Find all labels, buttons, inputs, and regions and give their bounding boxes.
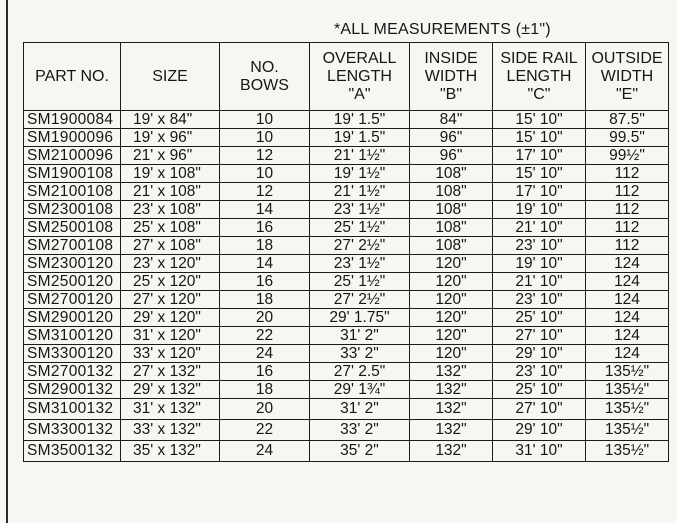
table-row	[24, 309, 669, 327]
table-row	[24, 147, 669, 165]
part-no-cell: SM2500108	[24, 219, 121, 237]
size-cell: 19' x 84"	[121, 111, 220, 129]
table-row	[24, 219, 669, 237]
part-no-cell: SM2300108	[24, 201, 121, 219]
side-rail-length-cell: 17' 10"	[493, 147, 586, 165]
inside-width-cell: 132"	[410, 363, 493, 381]
table-row	[24, 363, 669, 381]
table-row	[24, 255, 669, 273]
overall-length-cell: 27' 2½"	[310, 291, 410, 309]
overall-length-cell: 19' 1½"	[310, 165, 410, 183]
side-rail-length-cell: 15' 10"	[493, 165, 586, 183]
outside-width-cell: 135½"	[586, 420, 669, 441]
bows-cell: 20	[220, 399, 310, 420]
part-no-cell: SM1900108	[24, 165, 121, 183]
overall-length-cell: 19' 1.5"	[310, 129, 410, 147]
header-inside-width: INSIDE WIDTH "B"	[410, 43, 493, 111]
overall-length-cell: 27' 2.5"	[310, 363, 410, 381]
table-row	[24, 441, 669, 462]
size-cell: 31' x 120"	[121, 327, 220, 345]
part-no-cell: SM3300120	[24, 345, 121, 363]
inside-width-cell: 132"	[410, 381, 493, 399]
size-cell: 21' x 108"	[121, 183, 220, 201]
overall-length-cell: 31' 2"	[310, 399, 410, 420]
table-row	[24, 291, 669, 309]
size-cell: 21' x 96"	[121, 147, 220, 165]
table-row	[24, 237, 669, 255]
inside-width-cell: 132"	[410, 420, 493, 441]
part-no-cell: SM3100132	[24, 399, 121, 420]
outside-width-cell: 124	[586, 291, 669, 309]
outside-width-cell: 135½"	[586, 399, 669, 420]
size-cell: 23' x 120"	[121, 255, 220, 273]
overall-length-cell: 29' 1¾"	[310, 381, 410, 399]
inside-width-cell: 84"	[410, 111, 493, 129]
inside-width-cell: 132"	[410, 441, 493, 462]
inside-width-cell: 120"	[410, 273, 493, 291]
table-row	[24, 183, 669, 201]
bows-cell: 18	[220, 291, 310, 309]
side-rail-length-cell: 21' 10"	[493, 273, 586, 291]
header-outside-width: OUTSIDE WIDTH "E"	[586, 43, 669, 111]
inside-width-cell: 132"	[410, 399, 493, 420]
table-row	[24, 345, 669, 363]
side-rail-length-cell: 19' 10"	[493, 201, 586, 219]
size-cell: 33' x 120"	[121, 345, 220, 363]
bows-cell: 12	[220, 183, 310, 201]
part-no-cell: SM3100120	[24, 327, 121, 345]
inside-width-cell: 108"	[410, 237, 493, 255]
bows-cell: 24	[220, 345, 310, 363]
table-row	[24, 111, 669, 129]
overall-length-cell: 19' 1.5"	[310, 111, 410, 129]
side-rail-length-cell: 29' 10"	[493, 345, 586, 363]
part-no-cell: SM2700132	[24, 363, 121, 381]
measurement-note: *ALL MEASUREMENTS (±1")	[334, 21, 551, 38]
outside-width-cell: 99.5"	[586, 129, 669, 147]
part-no-cell: SM2300120	[24, 255, 121, 273]
outside-width-cell: 124	[586, 273, 669, 291]
side-rail-length-cell: 23' 10"	[493, 291, 586, 309]
overall-length-cell: 31' 2"	[310, 327, 410, 345]
bows-cell: 14	[220, 201, 310, 219]
bows-cell: 22	[220, 327, 310, 345]
table-row	[24, 201, 669, 219]
header-overall-length: OVERALL LENGTH "A"	[310, 43, 410, 111]
header-row	[24, 43, 669, 111]
outside-width-cell: 135½"	[586, 363, 669, 381]
header-side-rail-length: SIDE RAIL LENGTH "C"	[493, 43, 586, 111]
side-rail-length-cell: 15' 10"	[493, 111, 586, 129]
outside-width-cell: 112	[586, 201, 669, 219]
inside-width-cell: 120"	[410, 255, 493, 273]
bows-cell: 22	[220, 420, 310, 441]
inside-width-cell: 120"	[410, 309, 493, 327]
outside-width-cell: 124	[586, 345, 669, 363]
inside-width-cell: 108"	[410, 201, 493, 219]
part-no-cell: SM2100108	[24, 183, 121, 201]
outside-width-cell: 135½"	[586, 441, 669, 462]
inside-width-cell: 108"	[410, 165, 493, 183]
outside-width-cell: 112	[586, 237, 669, 255]
outside-width-cell: 124	[586, 309, 669, 327]
bows-cell: 24	[220, 441, 310, 462]
size-cell: 25' x 120"	[121, 273, 220, 291]
outside-width-cell: 112	[586, 165, 669, 183]
outside-width-cell: 135½"	[586, 381, 669, 399]
header-part-no: PART NO.	[24, 43, 121, 111]
side-rail-length-cell: 29' 10"	[493, 420, 586, 441]
inside-width-cell: 96"	[410, 129, 493, 147]
part-no-cell: SM1900096	[24, 129, 121, 147]
size-cell: 29' x 132"	[121, 381, 220, 399]
size-cell: 31' x 132"	[121, 399, 220, 420]
bow-spec-table	[23, 42, 669, 462]
outside-width-cell: 112	[586, 219, 669, 237]
size-cell: 19' x 108"	[121, 165, 220, 183]
part-no-cell: SM3500132	[24, 441, 121, 462]
table-row	[24, 327, 669, 345]
outside-width-cell: 87.5"	[586, 111, 669, 129]
bows-cell: 16	[220, 219, 310, 237]
outside-width-cell: 112	[586, 183, 669, 201]
overall-length-cell: 23' 1½"	[310, 255, 410, 273]
overall-length-cell: 25' 1½"	[310, 219, 410, 237]
outside-width-cell: 124	[586, 255, 669, 273]
bows-cell: 14	[220, 255, 310, 273]
overall-length-cell: 25' 1½"	[310, 273, 410, 291]
header-size: SIZE	[121, 43, 220, 111]
side-rail-length-cell: 27' 10"	[493, 327, 586, 345]
overall-length-cell: 33' 2"	[310, 345, 410, 363]
overall-length-cell: 23' 1½"	[310, 201, 410, 219]
table-row	[24, 129, 669, 147]
bows-cell: 12	[220, 147, 310, 165]
size-cell: 23' x 108"	[121, 201, 220, 219]
inside-width-cell: 120"	[410, 291, 493, 309]
side-rail-length-cell: 23' 10"	[493, 363, 586, 381]
side-rail-length-cell: 25' 10"	[493, 381, 586, 399]
table-row	[24, 273, 669, 291]
part-no-cell: SM2500120	[24, 273, 121, 291]
overall-length-cell: 33' 2"	[310, 420, 410, 441]
size-cell: 35' x 132"	[121, 441, 220, 462]
bows-cell: 16	[220, 273, 310, 291]
side-rail-length-cell: 31' 10"	[493, 441, 586, 462]
size-cell: 27' x 108"	[121, 237, 220, 255]
outside-width-cell: 124	[586, 327, 669, 345]
inside-width-cell: 120"	[410, 345, 493, 363]
bows-cell: 18	[220, 237, 310, 255]
outside-width-cell: 99½"	[586, 147, 669, 165]
bows-cell: 10	[220, 129, 310, 147]
bows-cell: 10	[220, 165, 310, 183]
inside-width-cell: 120"	[410, 327, 493, 345]
size-cell: 27' x 132"	[121, 363, 220, 381]
page-edge-rule	[6, 0, 8, 523]
table-row	[24, 420, 669, 441]
table-row	[24, 399, 669, 420]
part-no-cell: SM2900132	[24, 381, 121, 399]
table-row	[24, 381, 669, 399]
part-no-cell: SM1900084	[24, 111, 121, 129]
bows-cell: 16	[220, 363, 310, 381]
side-rail-length-cell: 21' 10"	[493, 219, 586, 237]
inside-width-cell: 108"	[410, 219, 493, 237]
side-rail-length-cell: 23' 10"	[493, 237, 586, 255]
part-no-cell: SM3300132	[24, 420, 121, 441]
overall-length-cell: 35' 2"	[310, 441, 410, 462]
size-cell: 25' x 108"	[121, 219, 220, 237]
bows-cell: 10	[220, 111, 310, 129]
overall-length-cell: 27' 2½"	[310, 237, 410, 255]
size-cell: 33' x 132"	[121, 420, 220, 441]
bows-cell: 18	[220, 381, 310, 399]
size-cell: 27' x 120"	[121, 291, 220, 309]
side-rail-length-cell: 15' 10"	[493, 129, 586, 147]
side-rail-length-cell: 17' 10"	[493, 183, 586, 201]
inside-width-cell: 96"	[410, 147, 493, 165]
side-rail-length-cell: 27' 10"	[493, 399, 586, 420]
part-no-cell: SM2900120	[24, 309, 121, 327]
bows-cell: 20	[220, 309, 310, 327]
side-rail-length-cell: 19' 10"	[493, 255, 586, 273]
size-cell: 29' x 120"	[121, 309, 220, 327]
part-no-cell: SM2100096	[24, 147, 121, 165]
overall-length-cell: 29' 1.75"	[310, 309, 410, 327]
overall-length-cell: 21' 1½"	[310, 147, 410, 165]
part-no-cell: SM2700108	[24, 237, 121, 255]
header-no-bows: NO. BOWS	[220, 43, 310, 111]
part-no-cell: SM2700120	[24, 291, 121, 309]
side-rail-length-cell: 25' 10"	[493, 309, 586, 327]
overall-length-cell: 21' 1½"	[310, 183, 410, 201]
size-cell: 19' x 96"	[121, 129, 220, 147]
inside-width-cell: 108"	[410, 183, 493, 201]
table-row	[24, 165, 669, 183]
